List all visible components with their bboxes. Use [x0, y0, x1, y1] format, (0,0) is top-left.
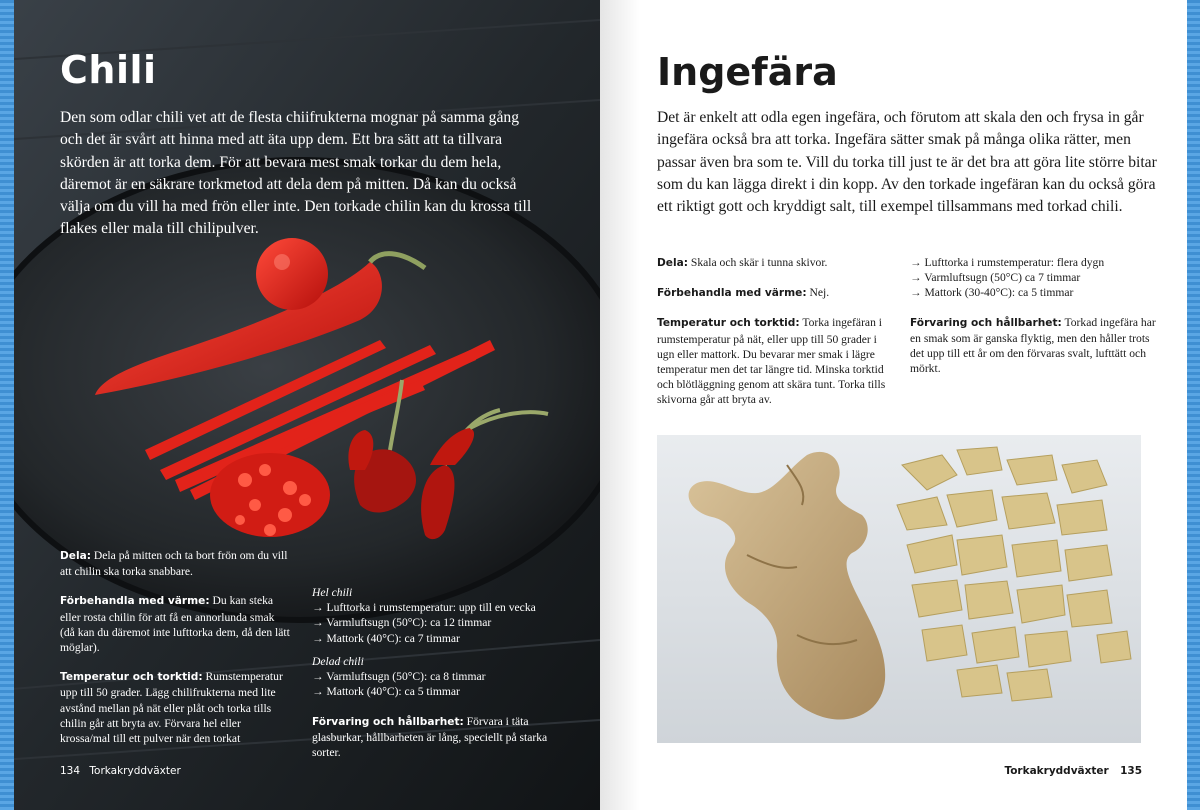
dela-text: Dela på mitten och ta bort frön om du vill att chilin ska torka snabbare. [60, 549, 288, 579]
dela-label: Dela: [60, 550, 91, 562]
storage-paragraph [910, 315, 1160, 377]
right-edge-stripe [1187, 0, 1200, 810]
instructions-column [657, 255, 889, 422]
method-line: → Lufttorka i rumstemperatur: flera dygn [910, 256, 1105, 269]
storage-text: Förvara i täta glasburkar, hållbarheten är lång, speciellt på starka sorter. [312, 715, 548, 760]
intro-paragraph: Den som odlar chili vet att de flesta chiifrukterna mognar på samma gång och det är svårt att hinna med att äta upp dem. Ett bra sätt att ta tillvara skörden är att torka dem. För att bevara mest smak torkar du dem hela, däremot är en säkrare torkmetod att dela dem på mitten. Då kan du också välja om du vill ha med frön eller inte. Den torkade chilin kan du krossa till flakes eller mala till chilipulver. [60, 109, 532, 238]
intro-paragraph: Det är enkelt att odla egen ingefära, och förutom att skala den och frysa in går ingefära också bra att torka. Ingefära sätter smak på många olika rätter, men passar även bra som te. Vill du torka till just te är det bra att göra lite större bitar som du kan lägga direkt i din kopp. Av den torkade ingefäran kan du också göra ett riktigt gott och kryddigt salt, till exempel tillsammans med torkad chili. [657, 109, 1157, 216]
storage-paragraph [312, 714, 552, 761]
section-name: Torkakryddväxter [89, 765, 181, 777]
left-edge-stripe [0, 0, 14, 810]
instructions-column [60, 548, 292, 760]
page-number: 134 [60, 765, 81, 777]
temperature-label: Temperatur och torktid: [657, 317, 800, 330]
temperature-text: Torka ingefäran i rumstemperatur på nät, eller upp till 50 grader i ugn eller mattork. Du bevarar mer smak i lägre temperatur men det tar längre tid. Minska torktid och blötläggning genom att skära tunt. Torka tills skivorna går att bryta av. [657, 316, 886, 407]
forbehandla-label: Förbehandla med värme: [60, 595, 210, 608]
temperature-paragraph [60, 669, 292, 746]
forbehandla-text: Du kan steka eller rosta chilin för att få en annorlunda smak (då kan du däremot inte lufttorka dem, då den lätt möglar). [60, 594, 290, 655]
temperature-label: Temperatur och torktid: [60, 671, 203, 684]
dela-paragraph [657, 255, 889, 271]
section-name: Torkakryddväxter [1004, 765, 1109, 777]
page-title: Chili [60, 48, 157, 92]
page-footer [1004, 765, 1142, 777]
forbehandla-text: Nej. [809, 286, 830, 300]
delad-method-line: → Mattork (40°C): ca 5 timmar [312, 685, 460, 699]
gutter-shadow [600, 0, 640, 810]
page-title: Ingefära [657, 50, 838, 94]
method-line: → Varmluftsugn (50°C) ca 7 timmar [910, 271, 1081, 285]
ginger-photo [657, 435, 1141, 743]
dela-text: Skala och skär i tunna skivor. [690, 256, 828, 269]
drying-methods-column [312, 585, 552, 699]
drying-methods-column [910, 255, 1160, 376]
hel-method-line: → Mattork (40°C): ca 7 timmar [312, 631, 460, 645]
storage-text: Torkad ingefära har en smak som är ganska flyktig, men den håller trots det upp till ett år om den förvaras svalt, lufttätt och mörkt. [910, 315, 1156, 376]
hel-chili-heading: Hel chili [312, 586, 353, 599]
temperature-paragraph [657, 315, 889, 407]
hel-method-line: → Lufttorka i rumstemperatur: upp till en vecka [312, 601, 536, 615]
right-page [600, 0, 1200, 810]
page-number: 135 [1120, 765, 1142, 777]
forbehandla-paragraph [60, 593, 292, 655]
method-line: → Mattork (30-40°C): ca 5 timmar [910, 286, 1074, 300]
delad-chili-heading: Delad chili [312, 654, 364, 668]
dela-label: Dela: [657, 257, 688, 269]
storage-label: Förvaring och hållbarhet: [910, 316, 1062, 329]
forbehandla-label: Förbehandla med värme: [657, 287, 807, 300]
delad-method-line: → Varmluftsugn (50°C): ca 8 timmar [312, 670, 486, 684]
forbehandla-paragraph [657, 285, 889, 301]
hel-method-line: → Varmluftsugn (50°C): ca 12 timmar [312, 616, 492, 630]
dela-paragraph [60, 548, 292, 579]
temperature-text: Rumstemperatur upp till 50 grader. Lägg chilifrukterna med lite avstånd mellan på nät eller plåt och torka tills chilin går att bryta av. Förvara hel eller krossa/mal till ett pulver när den torkat [60, 670, 283, 746]
page-footer [60, 765, 181, 777]
storage-label: Förvaring och hållbarhet: [312, 716, 464, 728]
